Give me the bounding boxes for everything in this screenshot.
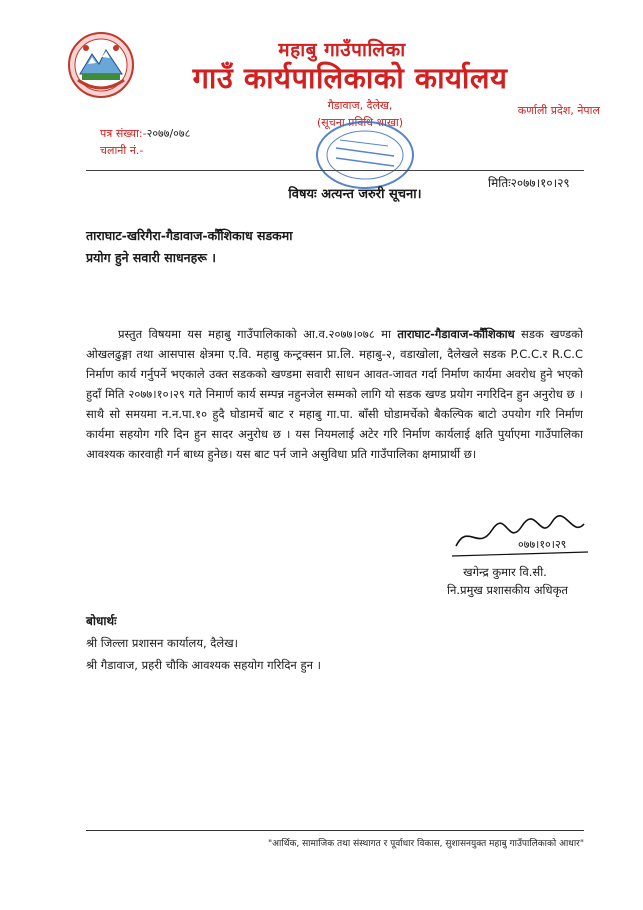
ref-label: पत्र संख्या:- (100, 127, 147, 140)
signer-title: नि.प्रमुख प्रशासकीय अधिकृत (447, 583, 568, 597)
address-line1: गैडावाज, दैलेख, (327, 99, 393, 112)
header-divider (86, 170, 584, 171)
footer-motto: "आर्थिक, सामाजिक तथा संस्थागत र पूर्वाधार विकास, सुशासनयुक्त महाबु गाउँपालिकाको आधार" (268, 839, 584, 849)
address-line2: (सूचना प्रविधि शाखा) (317, 116, 403, 129)
letter-subject: विषयः अत्यन्त जरुरी सूचना। (288, 187, 422, 202)
ref-value: २०७७/०७८ (146, 127, 191, 140)
recipient-block (86, 225, 386, 269)
letter-date: मितिः२०७७।१०।२९ (488, 176, 570, 190)
org-province: कर्णाली प्रदेश, नेपाल (517, 104, 600, 117)
letter-body (86, 324, 583, 464)
cc-heading: बोधार्थः (86, 614, 117, 628)
nepal-emblem-icon (66, 30, 136, 100)
reference-block (100, 125, 190, 159)
signature-icon (448, 512, 594, 562)
body-road-name: ताराघाट-गैडावाज-कौँशिकाध (397, 326, 515, 341)
body-part1: प्रस्तुत विषयमा यस महाबु गाउँपालिकाको आ.व.२०७७।०७८ मा (118, 326, 398, 341)
signature-date: ०७७।१०।२९ (518, 538, 567, 551)
dispatch-label: चलानी नं.- (100, 144, 144, 157)
recipient-line2: प्रयोग हुने सवारी साधनहरू । (86, 250, 217, 265)
cc-item: श्री गैडावाज, प्रहरी चौकि आवश्यक सहयोग गरिदिन हुन । (86, 658, 321, 672)
cc-list (86, 632, 486, 676)
org-name-line2: गाउँ कार्यपालिकाको कार्यालय (192, 61, 508, 95)
signer-name: खगेन्द्र कुमार वि.सी. (463, 565, 547, 579)
cc-item: श्री जिल्ला प्रशासन कार्यालय, दैलेख। (86, 636, 238, 650)
recipient-line1: ताराघाट-खरिगैरा-गैडावाज-कौँशिकाध सडकमा (86, 228, 293, 243)
body-part2: सडक खण्डको ओखलढुङ्गा तथा आसपास क्षेत्रमा ए.वि. महाबु कन्ट्रक्सन प्रा.लि. महाबु-२, वडाखोला, दैलेखले सडक P.C.C.र R.C.C निर्माण कार्य गर्नुपर्ने भएकाले उक्त सडकको खण्डमा सवारी साधन आवत-जावत गर्दा निर्माण कार्यमा अवरोध हुने भएको हुदाँ मिति २०७७।१०।२९ गते निमार्ण कार्य सम्पन्न नहुनजेल सम्मको लागि यो सडक खण्ड प्रयोग नगरिदिन हुन अनुरोध छ । साथै सो समयमा न.न.पा.१० हुदै घोडामर्चे बाट र महाबु गा.पा. बाँसी घोडामर्चेको बैकल्पिक बाटो उपयोग गरि निर्माण कार्यमा सहयोग गरि दिन हुन सादर अनुरोध छ । यस नियमलाई अटेर गरि निर्माण कार्यलाई क्षति पुर्याएमा गाउँपालिका आवश्यक कारवाही गर्न बाध्य हुनेछ। यस बाट पर्न जाने असुविधा प्रति गाउँपालिका क्षमाप्रार्थी छ। (86, 326, 583, 461)
org-name-line1: महाबु गाउँपालिका (278, 39, 406, 61)
footer-divider (86, 830, 584, 831)
ref-number-row (100, 125, 190, 142)
dispatch-number-row (100, 142, 190, 159)
office-stamp-icon (314, 118, 416, 192)
